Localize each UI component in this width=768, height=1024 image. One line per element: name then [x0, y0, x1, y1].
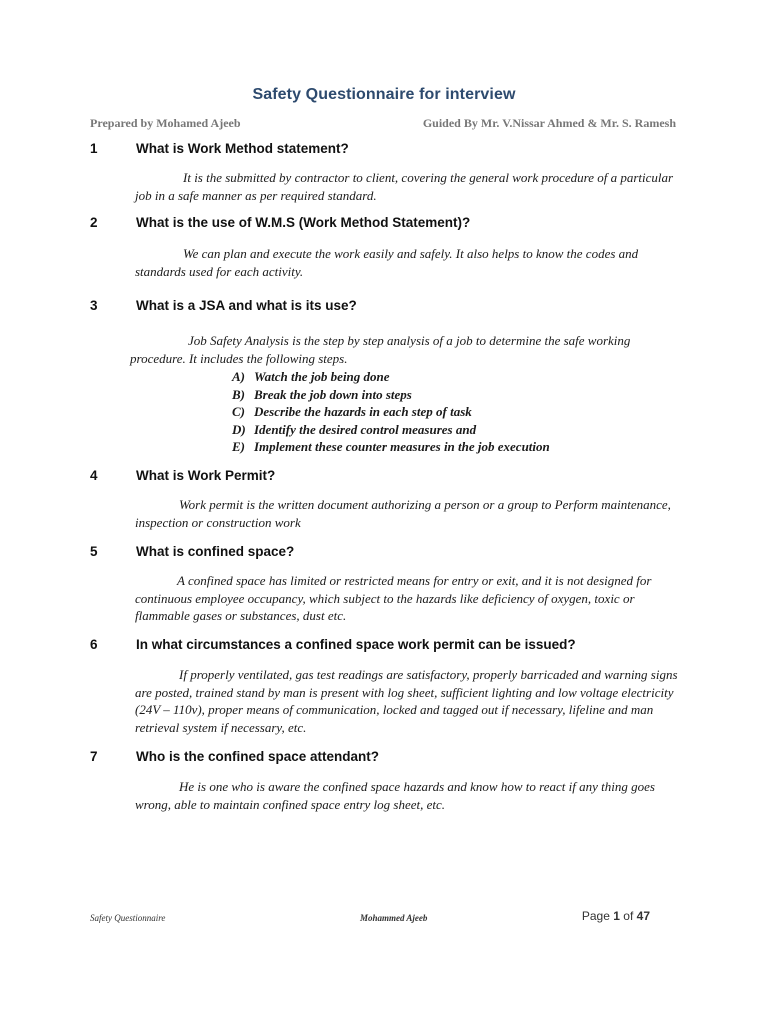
answer-6: [135, 666, 680, 736]
step-text: Implement these counter measures in the job execution: [254, 439, 550, 454]
prepared-by: Prepared by Mohamed Ajeeb: [90, 116, 241, 130]
question-text: What is the use of W.M.S (Work Method Statement)?: [136, 215, 471, 230]
step-text: Watch the job being done: [254, 369, 390, 384]
answer-5: [135, 572, 680, 625]
question-number: 7: [90, 749, 98, 764]
step-text: Describe the hazards in each step of task: [254, 404, 472, 419]
step-label: A): [232, 369, 245, 384]
question-number: 6: [90, 637, 98, 652]
answer-text: We can plan and execute the work easily and safely. It also helps to know the codes and standards used for each activity.: [135, 246, 639, 279]
guided-by: Guided By Mr. V.Nissar Ahmed & Mr. S. Ramesh: [422, 116, 676, 130]
question-text: Who is the confined space attendant?: [136, 749, 380, 764]
step-text: Identify the desired control measures and: [254, 421, 477, 437]
answer-7: [135, 778, 680, 813]
answer-text: He is one who is aware the confined space hazards and know how to react if any thing goes wrong, able to maintain confined space entry log sheet, etc.: [135, 779, 655, 812]
answer-text: Work permit is the written document authorizing a person or a group to Perform maintenance, inspection or construction work: [135, 497, 671, 530]
answer-text: It is the submitted by contractor to client, covering the general work procedure of a particular job in a safe manner as per required standard.: [135, 170, 674, 203]
question-number: 3: [90, 298, 98, 313]
list-item: [232, 438, 682, 456]
page-number: [582, 909, 650, 923]
step-label: D): [232, 421, 246, 437]
answer-3: [130, 332, 680, 367]
page-label: Page: [581, 909, 610, 923]
answer-1: [135, 169, 680, 204]
question-number: 5: [90, 544, 98, 559]
list-item: [232, 386, 682, 404]
list-item: [232, 421, 682, 439]
answer-text: A confined space has limited or restricted means for entry or exit, and it is not designed for continuous employee occupancy, which subject to the hazards like deficiency of oxygen, toxic or flammable gases or substances, dust etc.: [135, 573, 652, 623]
question-number: 4: [90, 468, 98, 483]
footer-doc-name: Safety Questionnaire: [90, 913, 166, 923]
step-label: C): [232, 404, 245, 419]
jsa-steps-list: [232, 368, 682, 456]
document-title: Safety Questionnaire for interview: [252, 86, 516, 103]
question-text: What is confined space?: [136, 544, 295, 559]
question-number: 1: [90, 141, 98, 156]
page-total: 47: [636, 909, 650, 923]
step-label: B): [232, 386, 245, 402]
answer-text: Job Safety Analysis is the step by step analysis of a job to determine the safe working procedure. It includes the following steps.: [130, 333, 631, 366]
step-label: E): [232, 439, 245, 454]
step-text: Break the job down into steps: [254, 386, 412, 402]
answer-text: If properly ventilated, gas test readings are satisfactory, properly barricaded and warning signs are posted, trained stand by man is present with log sheet, sufficient lighting and low voltage electricity (24V – 110v), proper means of communication, locked and tagged out if necessary, lifeline and man retrieval system if necessary, etc.: [135, 667, 678, 735]
question-number: 2: [90, 215, 98, 230]
page-current: 1: [613, 909, 620, 923]
question-text: What is Work Permit?: [136, 468, 276, 483]
question-text: What is a JSA and what is its use?: [136, 298, 357, 313]
answer-4: [135, 496, 680, 531]
answer-2: [135, 245, 680, 280]
page-of-label: of: [623, 909, 634, 923]
list-item: [232, 403, 682, 421]
question-text: In what circumstances a confined space work permit can be issued?: [136, 637, 576, 652]
list-item: [232, 368, 682, 386]
question-text: What is Work Method statement?: [136, 141, 349, 156]
footer-author: Mohammed Ajeeb: [360, 913, 428, 923]
